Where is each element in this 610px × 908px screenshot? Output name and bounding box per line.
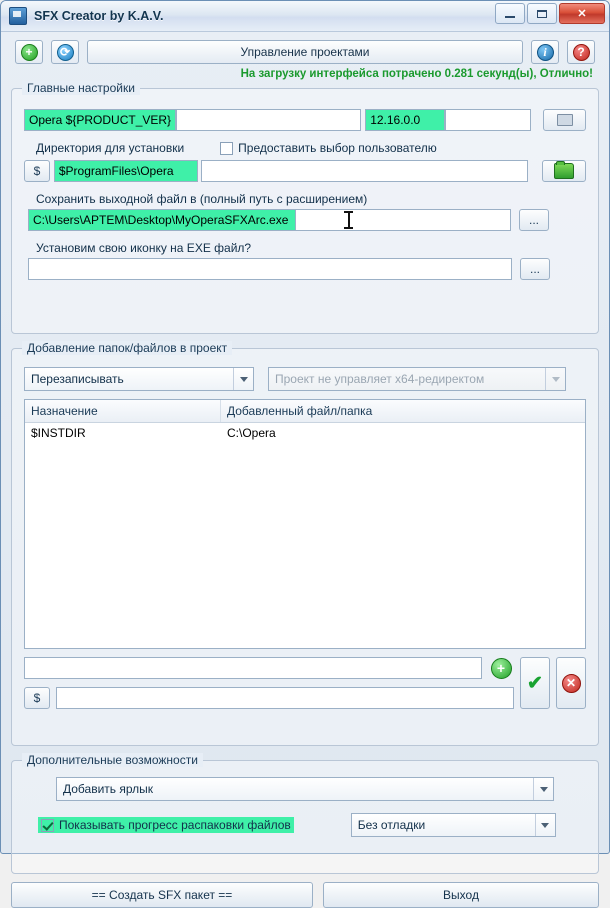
folder-icon: [554, 163, 574, 179]
output-file-input[interactable]: C:\Users\APTEM\Desktop\MyOperaSFXArc.exe: [28, 209, 296, 231]
help-button[interactable]: [567, 40, 595, 64]
version-input[interactable]: 12.16.0.0: [365, 109, 445, 131]
add-entry-area: [24, 657, 586, 709]
user-choice-label: Предоставить выбор пользователю: [238, 141, 437, 155]
new-project-button[interactable]: [15, 40, 43, 64]
output-file-browse-button[interactable]: ...: [519, 209, 549, 231]
files-group-legend: Добавление папок/файлов в проект: [22, 341, 232, 355]
product-browse-button[interactable]: [543, 109, 586, 131]
shortcut-combo[interactable]: [56, 777, 554, 801]
cancel-icon: ✕: [562, 674, 581, 693]
add-source-input[interactable]: [24, 657, 482, 679]
exe-icon-label: Установим свою иконку на EXE файл?: [36, 241, 252, 255]
output-file-input-rest[interactable]: [295, 209, 511, 231]
debug-combo-value: Без отладки: [357, 818, 426, 832]
install-dir-browse-button[interactable]: [542, 160, 586, 182]
add-entry-button[interactable]: [488, 657, 514, 679]
show-progress-checkbox-wrap[interactable]: [38, 817, 294, 833]
maximize-icon: [537, 10, 547, 18]
main-settings-group: [11, 81, 599, 334]
table-header: [25, 400, 585, 423]
create-sfx-button[interactable]: == Создать SFX пакет ==: [11, 882, 313, 908]
product-name-input[interactable]: Opera ${PRODUCT_VER}: [24, 109, 176, 131]
extra-options-legend: Дополнительные возможности: [22, 753, 203, 767]
help-icon: ?: [573, 44, 590, 61]
app-icon: [9, 7, 27, 25]
minimize-button[interactable]: [495, 3, 525, 24]
close-icon: ✕: [577, 8, 587, 20]
main-settings-legend: Главные настройки: [22, 81, 140, 95]
table-row[interactable]: [25, 423, 585, 443]
install-dir-input[interactable]: $ProgramFiles\Opera: [54, 160, 198, 182]
cancel-entry-button[interactable]: [556, 657, 586, 709]
window-controls: [495, 3, 605, 24]
close-button[interactable]: [559, 3, 605, 24]
files-group: [11, 341, 599, 746]
add-dest-var-button[interactable]: $: [24, 687, 50, 709]
refresh-button[interactable]: [51, 40, 79, 64]
info-button[interactable]: [531, 40, 559, 64]
user-choice-checkbox[interactable]: [220, 142, 233, 155]
text-cursor-icon: [344, 211, 353, 229]
title-bar: [1, 1, 609, 32]
show-progress-checkbox[interactable]: [41, 819, 54, 832]
confirm-entry-button[interactable]: [520, 657, 550, 709]
version-extra-input[interactable]: [445, 109, 531, 131]
install-dir-label: Директория для установки: [36, 141, 185, 155]
chevron-down-icon-4[interactable]: [535, 814, 555, 836]
toolbar: [1, 32, 609, 68]
footer-buttons: [11, 882, 599, 908]
add-dest-input[interactable]: [56, 687, 514, 709]
column-header-destination: Назначение: [25, 400, 221, 422]
exe-icon-input[interactable]: [28, 258, 512, 280]
check-icon: ✔: [527, 672, 543, 694]
x64-redirect-value: Проект не управляет x64-редиректом: [275, 372, 485, 386]
exe-icon-browse-button[interactable]: ...: [520, 258, 550, 280]
overwrite-mode-value: Перезаписывать: [31, 372, 124, 386]
column-header-source: Добавленный файл/папка: [227, 404, 373, 418]
install-dir-input-rest[interactable]: [201, 160, 528, 182]
cell-destination: $INSTDIR: [31, 426, 86, 440]
refresh-icon: ⟳: [57, 44, 74, 61]
plus-icon-2: +: [491, 658, 512, 679]
minimize-icon: [505, 16, 515, 18]
shortcut-combo-value: Добавить ярлык: [63, 782, 154, 796]
add-entry-fields: [24, 657, 514, 709]
show-progress-label: Показывать прогресс распаковки файлов: [59, 818, 291, 832]
info-icon: i: [537, 44, 554, 61]
product-name-extra-input[interactable]: [176, 109, 361, 131]
status-message: На загрузку интерфейса потрачено 0.281 секунд(ы), Отлично!: [240, 68, 593, 80]
x64-redirect-combo[interactable]: [268, 367, 566, 391]
chevron-down-icon-2[interactable]: [545, 368, 565, 390]
window-title: SFX Creator by K.A.V.: [34, 9, 164, 23]
overwrite-mode-combo[interactable]: [24, 367, 254, 391]
cell-source: C:\Opera: [227, 426, 276, 440]
debug-combo[interactable]: [351, 813, 556, 837]
install-dir-var-button[interactable]: $: [24, 160, 50, 182]
chevron-down-icon-3[interactable]: [533, 778, 553, 800]
output-file-label: Сохранить выходной файл в (полный путь с расширением): [36, 192, 368, 206]
plus-icon: +: [21, 44, 38, 61]
maximize-button[interactable]: [527, 3, 557, 24]
exit-button[interactable]: Выход: [323, 882, 599, 908]
printer-icon: [557, 114, 573, 126]
manage-projects-button[interactable]: Управление проектами: [87, 40, 523, 64]
extra-options-group: [11, 753, 599, 874]
chevron-down-icon[interactable]: [233, 368, 253, 390]
files-table[interactable]: [24, 399, 586, 649]
